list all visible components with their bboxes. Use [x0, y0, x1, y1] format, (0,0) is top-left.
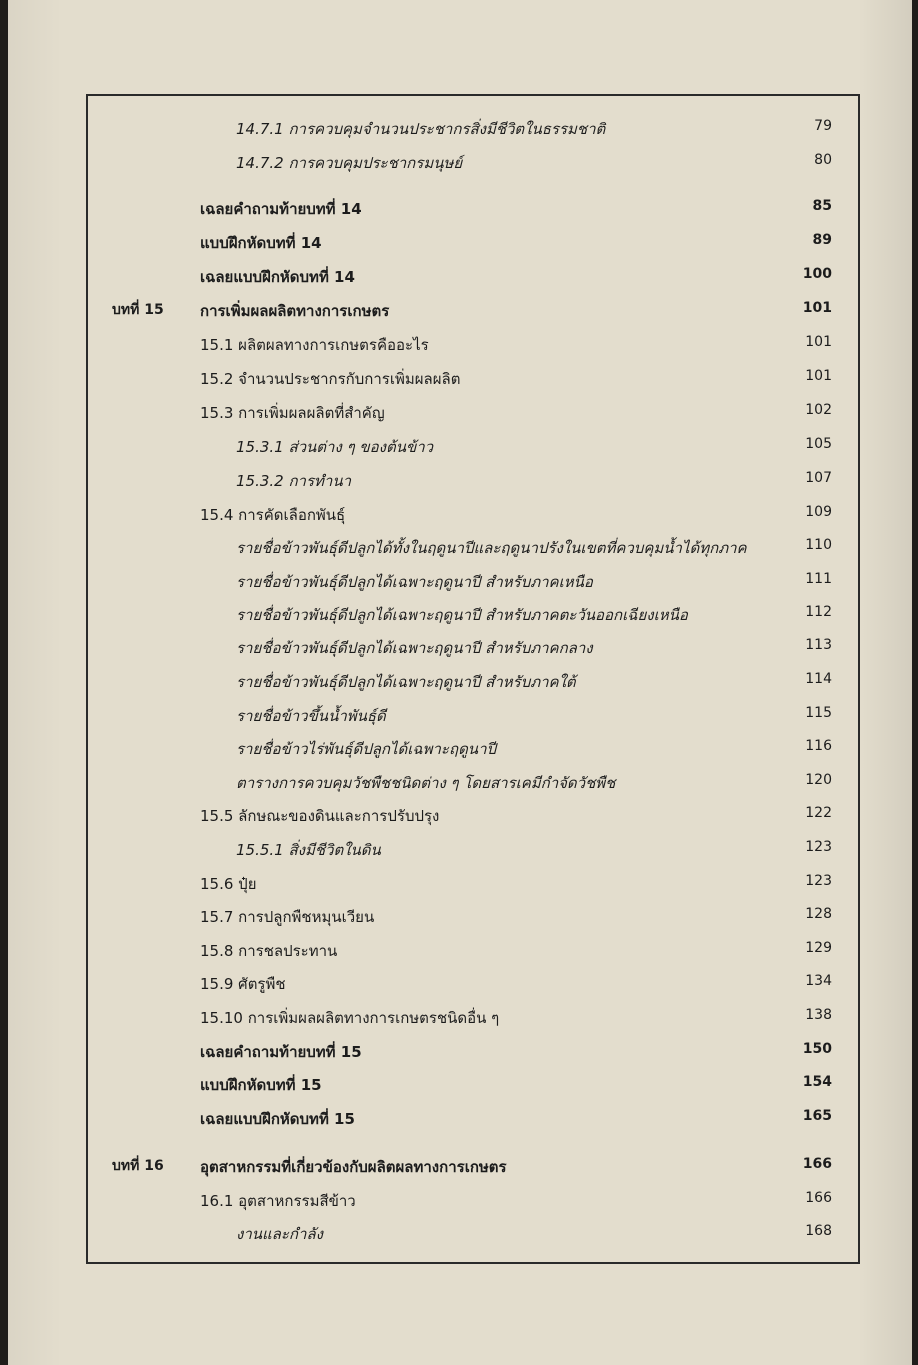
toc-entry-title: 15.10 การเพิ่มผลผลิตทางการเกษตรชนิดอื่น ๆ	[200, 1009, 500, 1027]
toc-row	[0, 666, 918, 696]
toc-page-number: 105	[805, 436, 832, 452]
chapter-label: บทที่ 16	[112, 1158, 164, 1174]
toc-entry-title: 15.3 การเพิ่มผลผลิตที่สำคัญ	[200, 404, 385, 422]
toc-page-number: 114	[805, 671, 832, 687]
toc-entry-title: 15.2 จำนวนประชากรกับการเพิ่มผลผลิต	[200, 370, 461, 388]
toc-entry-title: รายชื่อข้าวขึ้นน้ำพันธุ์ดี	[236, 707, 386, 725]
chapter-label: บทที่ 15	[112, 302, 164, 318]
toc-page-number: 166	[805, 1190, 832, 1206]
toc-entry-title: 15.3.1 ส่วนต่าง ๆ ของต้นข้าว	[236, 438, 434, 456]
toc-row	[0, 767, 918, 797]
toc-page-number: 89	[812, 232, 832, 248]
toc-page-number: 80	[814, 152, 832, 168]
toc-row	[0, 261, 918, 291]
toc-row	[0, 1103, 918, 1133]
toc-entry-title: 15.5 ลักษณะของดินและการปรับปรุง	[200, 807, 440, 825]
toc-page-number: 128	[805, 906, 832, 922]
toc-page-number: 120	[805, 772, 832, 788]
toc-page-number: 100	[802, 266, 832, 282]
toc-row	[0, 566, 918, 596]
toc-row	[0, 1185, 918, 1215]
toc-row	[0, 868, 918, 898]
toc-entry-title: 15.1 ผลิตผลทางการเกษตรคืออะไร	[200, 336, 429, 354]
toc-page-number: 101	[805, 368, 832, 384]
toc-entry-title: 15.4 การคัดเลือกพันธุ์	[200, 506, 346, 524]
toc-entry-title: แบบฝึกหัดบทที่ 14	[200, 234, 322, 252]
toc-page-number: 123	[805, 839, 832, 855]
toc-page-number: 107	[805, 470, 832, 486]
toc-entry-title: รายชื่อข้าวพันธุ์ดีปลูกได้ทั้งในฤดูนาปีและฤดูนาปรังในเขตที่ควบคุมน้ำได้ทุกภาค	[236, 539, 747, 557]
toc-row	[0, 1218, 918, 1248]
toc-entry-title: งานและกำลัง	[236, 1225, 323, 1243]
toc-page-number: 85	[812, 198, 832, 214]
toc-page-number: 129	[805, 940, 832, 956]
toc-page-number: 165	[802, 1108, 832, 1124]
toc-row	[0, 1002, 918, 1032]
toc-entry-title: 15.6 ปุ๋ย	[200, 875, 257, 893]
toc-row	[0, 700, 918, 730]
toc-page-number: 79	[814, 118, 832, 134]
toc-row	[0, 1036, 918, 1066]
toc-entry-title: แบบฝึกหัดบทที่ 15	[200, 1076, 322, 1094]
toc-row	[0, 147, 918, 177]
toc-row	[0, 499, 918, 529]
toc-entry-title: รายชื่อข้าวไร่พันธุ์ดีปลูกได้เฉพาะฤดูนาปี	[236, 740, 497, 758]
toc-page-number: 134	[805, 973, 832, 989]
toc-row	[0, 431, 918, 461]
toc-entry-title: เฉลยแบบฝึกหัดบทที่ 15	[200, 1110, 355, 1128]
toc-row	[0, 397, 918, 427]
toc-row	[0, 632, 918, 662]
toc-row	[0, 363, 918, 393]
toc-page-number: 101	[805, 334, 832, 350]
toc-row	[0, 532, 918, 562]
toc-row	[0, 599, 918, 629]
toc-row	[0, 935, 918, 965]
toc-entry-title: การเพิ่มผลผลิตทางการเกษตร	[200, 302, 390, 320]
toc-page-number: 166	[802, 1156, 832, 1172]
toc-page-number: 122	[805, 805, 832, 821]
toc-page-number: 168	[805, 1223, 832, 1239]
toc-entry-title: 15.9 ศัตรูพืช	[200, 975, 286, 993]
toc-entry-title: 15.8 การชลประทาน	[200, 942, 338, 960]
toc-page-number: 102	[805, 402, 832, 418]
toc-entry-title: เฉลยคำถามท้ายบทที่ 15	[200, 1043, 362, 1061]
toc-row	[0, 1151, 918, 1181]
toc-row	[0, 1069, 918, 1099]
toc-entry-title: 16.1 อุตสาหกรรมสีข้าว	[200, 1192, 356, 1210]
toc-page-number: 101	[802, 300, 832, 316]
toc-entry-title: อุตสาหกรรมที่เกี่ยวข้องกับผลิตผลทางการเกษตร	[200, 1158, 507, 1176]
toc-page-number: 123	[805, 873, 832, 889]
toc-page-number: 116	[805, 738, 832, 754]
toc-entry-title: รายชื่อข้าวพันธุ์ดีปลูกได้เฉพาะฤดูนาปี สำหรับภาคเหนือ	[236, 573, 593, 591]
toc-row	[0, 329, 918, 359]
toc-entry-title: เฉลยคำถามท้ายบทที่ 14	[200, 200, 362, 218]
toc-entry-title: 15.5.1 สิ่งมีชีวิตในดิน	[236, 841, 381, 859]
toc-row	[0, 227, 918, 257]
toc-page-number: 115	[805, 705, 832, 721]
toc-entry-title: รายชื่อข้าวพันธุ์ดีปลูกได้เฉพาะฤดูนาปี สำหรับภาคใต้	[236, 673, 576, 691]
toc-row	[0, 800, 918, 830]
toc-entry-title: เฉลยแบบฝึกหัดบทที่ 14	[200, 268, 355, 286]
toc-entry-title: 15.7 การปลูกพืชหมุนเวียน	[200, 908, 375, 926]
toc-row	[0, 834, 918, 864]
toc-page-number: 110	[805, 537, 832, 553]
toc-row	[0, 901, 918, 931]
toc-page-number: 109	[805, 504, 832, 520]
toc-row	[0, 465, 918, 495]
toc-page-number: 138	[805, 1007, 832, 1023]
toc-page-number: 111	[805, 571, 832, 587]
toc-page-number: 154	[802, 1074, 832, 1090]
toc-entry-title: รายชื่อข้าวพันธุ์ดีปลูกได้เฉพาะฤดูนาปี สำหรับภาคตะวันออกเฉียงเหนือ	[236, 606, 688, 624]
toc-page-number: 112	[805, 604, 832, 620]
toc-row	[0, 113, 918, 143]
toc-entry-title: ตารางการควบคุมวัชพืชชนิดต่าง ๆ โดยสารเคมีกำจัดวัชพืช	[236, 774, 616, 792]
toc-entry-title: 15.3.2 การทำนา	[236, 472, 352, 490]
toc-entry-title: 14.7.1 การควบคุมจำนวนประชากรสิ่งมีชีวิตในธรรมชาติ	[236, 120, 606, 138]
toc-entry-title: รายชื่อข้าวพันธุ์ดีปลูกได้เฉพาะฤดูนาปี สำหรับภาคกลาง	[236, 639, 593, 657]
toc-page-number: 113	[805, 637, 832, 653]
toc-entry-title: 14.7.2 การควบคุมประชากรมนุษย์	[236, 154, 463, 172]
toc-row	[0, 968, 918, 998]
toc-page-number: 150	[802, 1041, 832, 1057]
toc-row	[0, 295, 918, 325]
toc-row	[0, 193, 918, 223]
toc-row	[0, 733, 918, 763]
